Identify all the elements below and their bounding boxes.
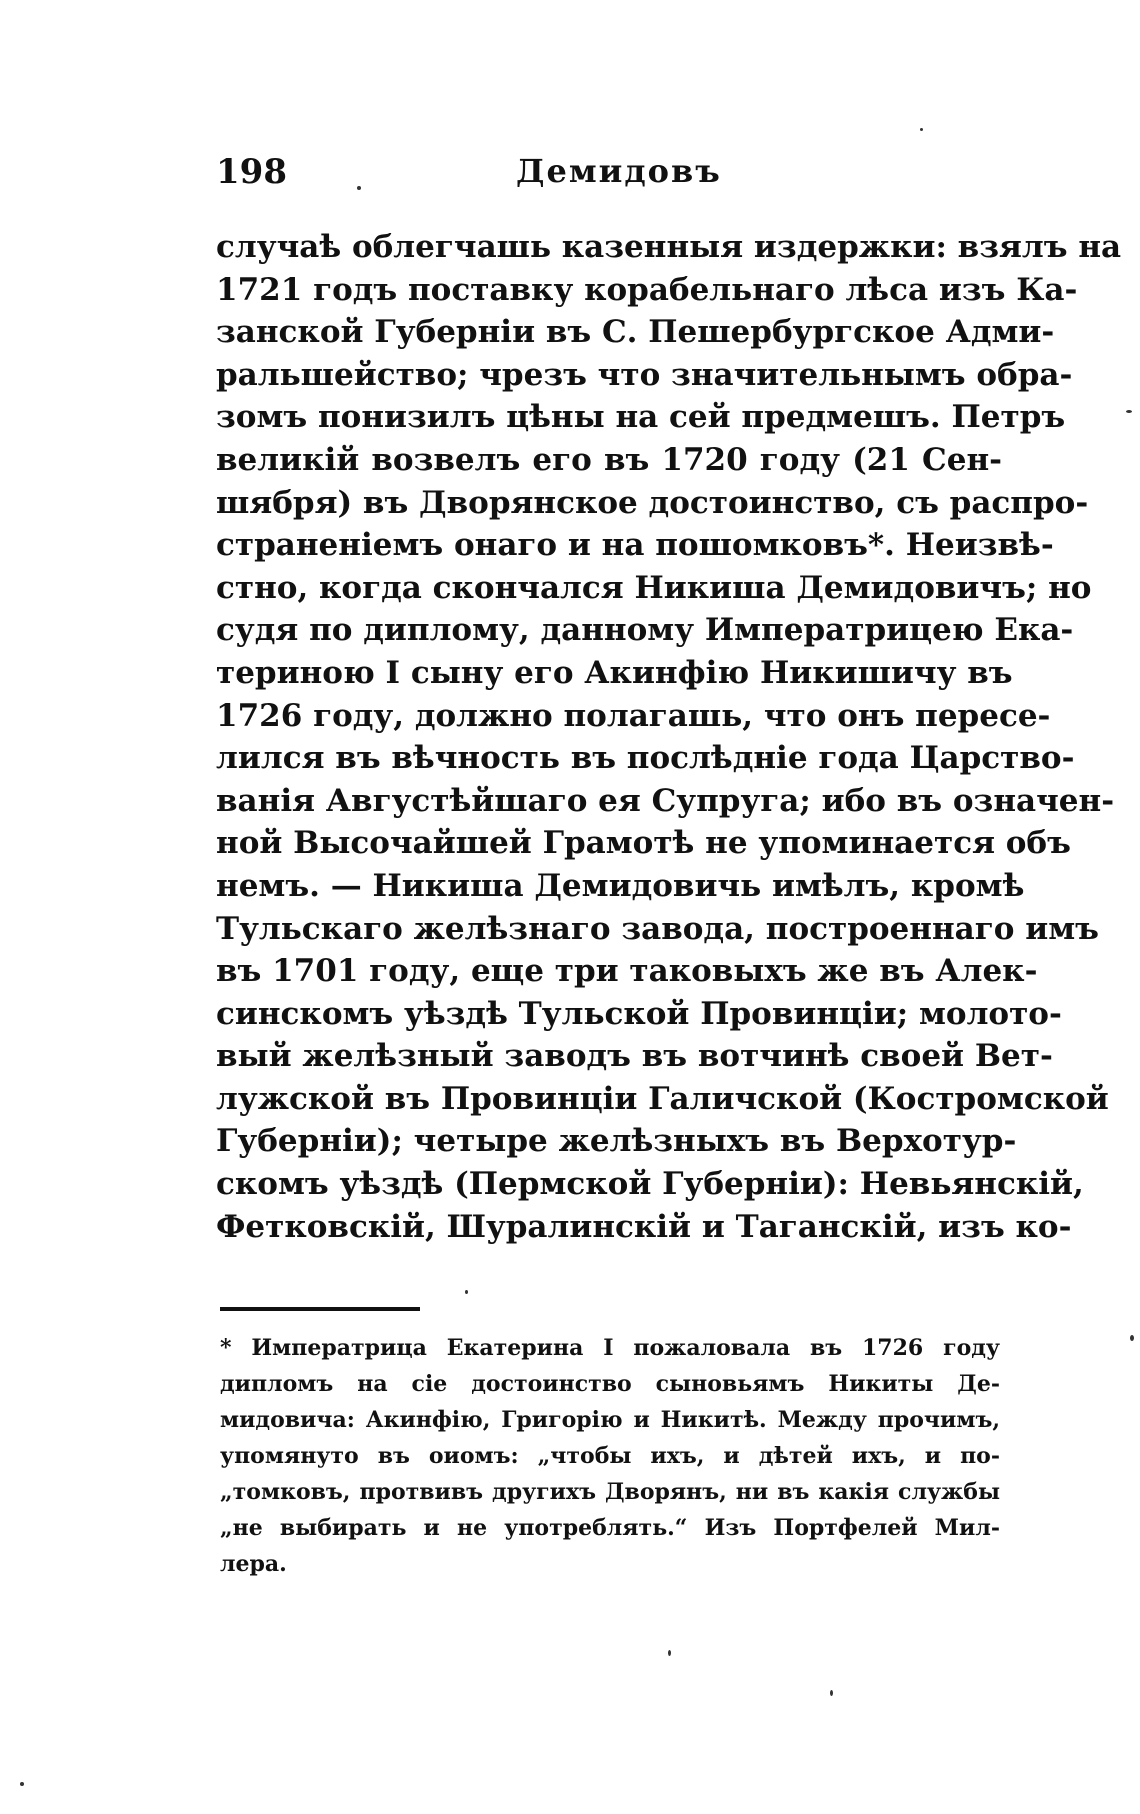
text-line: зомъ понизилъ цѣны на сей предмешъ. Петръ [216, 399, 1066, 436]
footnote-line: * Императрица Екатерина I пожаловала въ 1726 году [220, 1335, 1000, 1361]
text-line: судя по диплому, данному Императрицею Ека- [216, 612, 1074, 649]
footnote-separator [220, 1307, 420, 1311]
text-line: занской Губерніи въ С. Пешербургское Адми- [216, 314, 1055, 351]
text-line: ральшейство; чрезъ что значительнымъ обра- [216, 356, 1073, 393]
footnote [220, 1330, 1000, 1582]
footnote-line: „томковъ, протвивъ другихъ Дворянъ, ни въ какія службы [220, 1479, 1000, 1505]
text-line: териною I сыну его Акинфію Никишичу въ [216, 654, 1013, 691]
scan-speck [465, 1290, 468, 1294]
scan-speck [1126, 410, 1132, 413]
footnote-line: мидовича: Акинфію, Григорію и Никитѣ. Между прочимъ, [220, 1407, 1000, 1433]
text-line: Тульскаго желѣзнаго завода, построеннаго имъ [216, 910, 1099, 947]
footnote-line: лера. [220, 1551, 287, 1577]
scan-speck [1130, 1335, 1134, 1341]
text-line: скомъ уѣздѣ (Пермской Губерніи): Невьянскій, [216, 1166, 1084, 1203]
text-line: 1721 годъ поставку корабельнаго лѣса изъ Ка- [216, 271, 1078, 308]
text-line: синскомъ уѣздѣ Тульской Провинціи; молото- [216, 995, 1062, 1032]
footnote-line: упомянуто въ оиомъ: „чтобы ихъ, и дѣтей ихъ, и по- [220, 1443, 1000, 1469]
text-line: лился въ вѣчность въ послѣдніе года Царство- [216, 740, 1075, 777]
scan-speck [920, 128, 923, 131]
scan-speck [668, 1650, 671, 1656]
footnote-line: „не выбирать и не употреблять.“ Изъ Портфелей Мил- [220, 1515, 1000, 1541]
text-line: великій возвелъ его въ 1720 году (21 Сен- [216, 441, 1002, 478]
main-text [216, 226, 1122, 1248]
text-line: стно, когда скончался Никиша Демидовичъ; но [216, 569, 1092, 606]
scan-speck [830, 1690, 833, 1696]
page-header [216, 152, 1002, 202]
text-line: шября) въ Дворянское достоинство, съ распро- [216, 484, 1089, 521]
running-title: Демидовъ [516, 152, 722, 190]
text-line: Фетковскій, Шуралинскій и Таганскій, изъ ко- [216, 1208, 1072, 1245]
scan-speck [20, 1782, 24, 1786]
text-line: ной Высочайшей Грамотѣ не упоминается объ [216, 825, 1071, 862]
text-line: въ 1701 году, еще три таковыхъ же въ Алек- [216, 953, 1038, 990]
text-line: вый желѣзный заводъ въ вотчинѣ своей Вет- [216, 1038, 1053, 1075]
text-line: страненіемъ онаго и на пошомковъ*. Неизвѣ- [216, 527, 1054, 564]
text-line: Губерніи); четыре желѣзныхъ въ Верхотур- [216, 1123, 1017, 1160]
text-line: лужской въ Провинціи Галичской (Костромской [216, 1080, 1109, 1117]
text-line: 1726 году, должно полагашь, что онъ пересе- [216, 697, 1051, 734]
page-number: 198 [216, 152, 287, 192]
footnote-line: дипломъ на сіе достоинство сыновьямъ Никиты Де- [220, 1371, 1000, 1397]
text-line: случаѣ облегчашь казенныя издержки: взялъ на [216, 229, 1122, 265]
text-line: ванія Августѣйшаго ея Супруга; ибо въ означен- [216, 782, 1115, 819]
text-line: немъ. — Никиша Демидовичь имѣлъ, кромѣ [216, 867, 1025, 904]
scan-speck [357, 186, 361, 190]
